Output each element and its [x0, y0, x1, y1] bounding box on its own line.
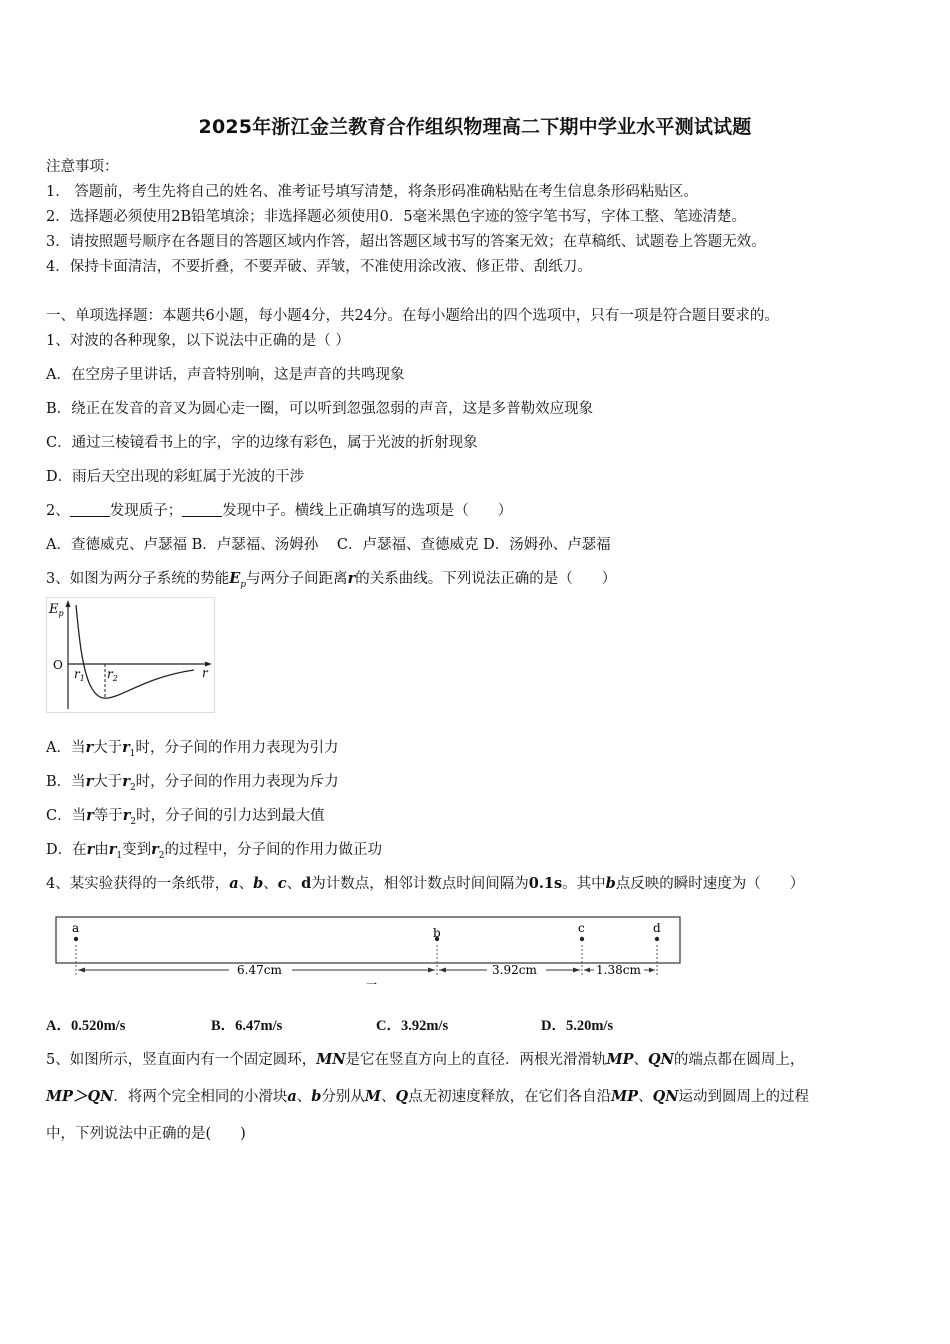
q1-stem: 1、对波的各种现象，以下说法中正确的是（ ） [46, 333, 350, 349]
q4-option-a: A．0.520m/s [46, 1018, 126, 1034]
q4-option-c: C．3.92m/s [376, 1018, 449, 1034]
dist-bc: 3.92cm [492, 963, 537, 977]
r2-label: $r_2$ [107, 667, 118, 683]
label-b: b [433, 926, 441, 940]
q3-option-b: B．当r大于$r_2$时，分子间的作用力表现为斥力 [46, 773, 339, 793]
page-title: 2025年浙江金兰教育合作组织物理高二下期中学业水平测试试题 [198, 116, 752, 138]
section-heading: 一、单项选择题：本题共6小题，每小题4分，共24分。在每小题给出的四个选项中，只有一项是符合题目要求的。 [46, 308, 779, 324]
q1-option-a: A．在空房子里讲话，声音特别响，这是声音的共鸣现象 [46, 367, 405, 383]
q1-option-b: B．绕正在发音的音叉为圆心走一圈，可以听到忽强忽弱的声音，这是多普勒效应现象 [46, 401, 594, 417]
q4-stem: 4、某实验获得的一条纸带，a、b、c、d为计数点，相邻计数点时间间隔为0.1s。其中b点反映的瞬时速度为（ ） [46, 875, 805, 892]
label-a: a [72, 921, 80, 935]
ep-r-graph [46, 597, 216, 714]
paper-tape-figure [54, 915, 684, 990]
point-a [74, 937, 78, 941]
notice-item-3: 3．请按照题号顺序在各题目的答题区域内作答，超出答题区域书写的答案无效；在草稿纸、试题卷上答题无效。 [46, 234, 766, 250]
paper-tape [56, 917, 680, 963]
q3-option-d: D．在r由$r_1$变到$r_2$的过程中，分子间的作用力做正功 [46, 841, 383, 861]
q2-option-b: B．卢瑟福、汤姆孙 [191, 537, 319, 553]
q3-option-a: A．当r大于$r_1$时，分子间的作用力表现为引力 [46, 739, 339, 759]
label-c: c [578, 921, 585, 935]
point-d [655, 937, 659, 941]
q1-option-c: C．通过三棱镜看书上的字，字的边缘有彩色，属于光波的折射现象 [46, 435, 478, 451]
point-c [580, 937, 584, 941]
q2-options [46, 533, 611, 554]
q2-option-c: C．卢瑟福、查德威克 [336, 537, 479, 553]
dist-ab: 6.47cm [237, 963, 282, 977]
label-d: d [653, 921, 661, 935]
origin-label: O [53, 658, 63, 672]
q5-line-1: 5、如图所示，竖直面内有一个固定圆环，MN是它在竖直方向上的直径．两根光滑滑轨MP、QN的端点都在圆周上， [46, 1051, 805, 1068]
r1-label: $r_1$ [74, 667, 85, 683]
x-axis-label: r [202, 666, 208, 680]
q2-blank-1 [70, 502, 110, 517]
q2-option-a: A．查德威克、卢瑟福 [46, 537, 187, 553]
q3-stem: 3、如图为两分子系统的势能$E_p$与两分子间距离r的关系曲线。下列说法正确的是（ ） [46, 570, 617, 590]
q3-option-c: C．当r等于$r_2$时，分子间的引力达到最大值 [46, 807, 325, 827]
q2-blank-2 [182, 502, 222, 517]
notice-item-1: 1． 答题前，考生先将自己的姓名、准考证号填写清楚，将条形码准确粘贴在考生信息条形码粘贴区。 [46, 184, 698, 200]
dist-cd: 1.38cm [596, 963, 641, 977]
q1-option-d: D．雨后天空出现的彩虹属于光波的干涉 [46, 469, 305, 485]
y-axis-label: $E_p$ [49, 602, 64, 618]
q2-option-d: D．汤姆孙、卢瑟福 [483, 537, 611, 553]
ep-curve [76, 605, 194, 698]
q4-options [46, 1014, 613, 1035]
q5-line-3: 中，下列说法中正确的是( ) [46, 1126, 246, 1142]
q2-stem: 2、 发现质子； 发现中子。横线上正确填写的选项是（ ） [46, 503, 513, 519]
notice-heading: 注意事项： [46, 159, 119, 175]
q4-option-b: B．6.47m/s [211, 1018, 283, 1034]
tape-mark: 一 [366, 978, 377, 990]
q5-line-2: MP＞QN．将两个完全相同的小滑块a、b分别从M、Q点无初速度释放，在它们各自沿MP、QN运动到圆周上的过程 [46, 1088, 809, 1105]
notice-item-2: 2．选择题必须使用2B铅笔填涂；非选择题必须使用0．5毫米黑色字迹的签字笔书写，字体工整、笔迹清楚。 [46, 209, 747, 225]
notice-item-4: 4．保持卡面清洁，不要折叠，不要弄破、弄皱，不准使用涂改液、修正带、刮纸刀。 [46, 259, 592, 275]
q4-option-d: D．5.20m/s [541, 1018, 614, 1034]
